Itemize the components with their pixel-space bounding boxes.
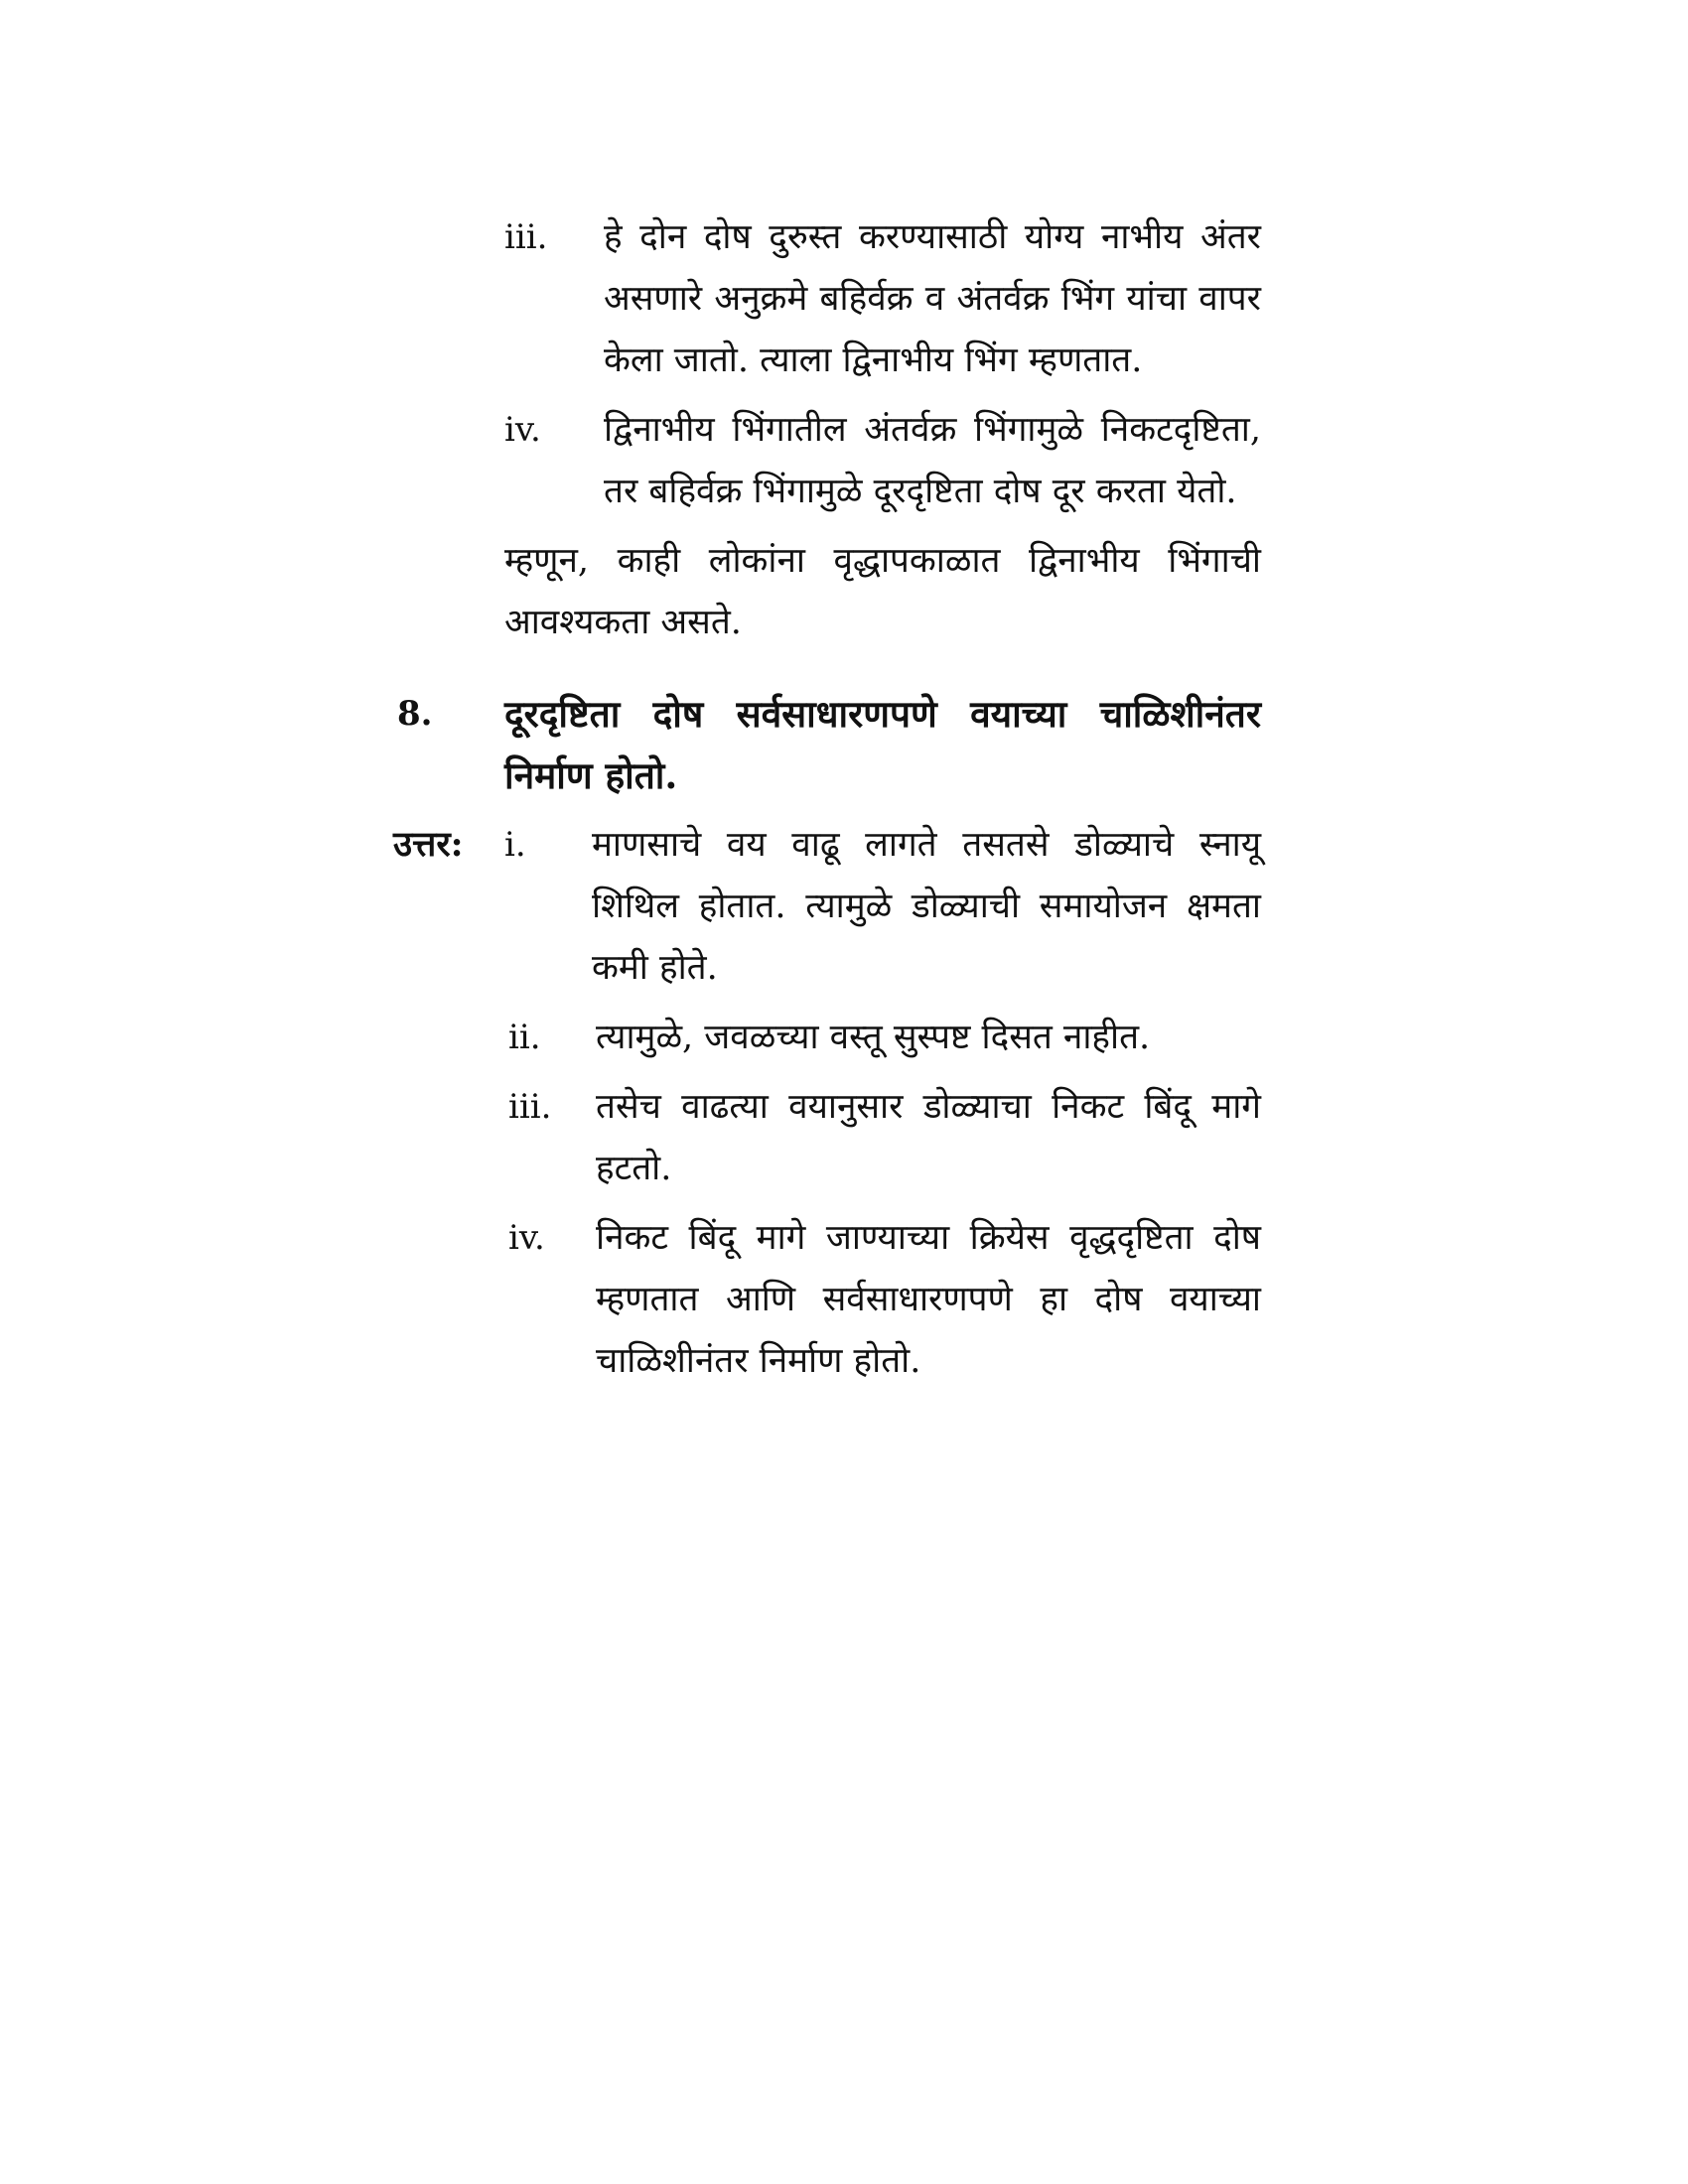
answer-item-number: ii. bbox=[508, 1018, 541, 1057]
list-item bbox=[504, 399, 1261, 522]
answer-block bbox=[393, 814, 1261, 1392]
answer-label: उत्तर: bbox=[393, 824, 464, 865]
answer-item-number: i. bbox=[504, 825, 526, 865]
question bbox=[397, 683, 1261, 806]
question-text: दूरदृष्टिता दोष सर्वसाधारणपणे वयाच्या चाळिशीनंतर निर्माण होतो. bbox=[504, 692, 1261, 797]
answer-first-row bbox=[393, 814, 1261, 999]
item-number: iii. bbox=[504, 217, 548, 257]
answer-item bbox=[508, 1076, 1261, 1199]
answer-item-text: तसेच वाढत्या वयानुसार डोळ्याचा निकट बिंदू मागे हटतो. bbox=[596, 1087, 1261, 1188]
answer-item bbox=[508, 1007, 1261, 1068]
answer-item-text: निकट बिंदू मागे जाण्याच्या क्रियेस वृद्धदृष्टिता दोष म्हणतात आणि सर्वसाधारणपणे हा दोष वयाच्या चाळिशीनंतर निर्माण होतो. bbox=[596, 1218, 1261, 1381]
answer-item-number: iii. bbox=[508, 1087, 552, 1127]
list-item bbox=[504, 206, 1261, 391]
item-number: iv. bbox=[504, 410, 541, 450]
answer-item-number: iv. bbox=[508, 1218, 545, 1258]
item-text: हे दोन दोष दुरुस्त करण्यासाठी योग्य नाभीय अंतर असणारे अनुक्रमे बहिर्वक्र व अंतर्वक्र भिंग यांचा वापर केला जातो. त्याला द्विनाभीय भिंग म्हणतात. bbox=[604, 217, 1261, 380]
text-column bbox=[393, 206, 1261, 1400]
answer-item bbox=[508, 1207, 1261, 1392]
answer-item-text: त्यामुळे, जवळच्या वस्तू सुस्पष्ट दिसत नाहीत. bbox=[596, 1018, 1151, 1057]
answer-item-text: माणसाचे वय वाढू लागते तसतसे डोळ्याचे स्नायू शिथिल होतात. त्यामुळे डोळ्याची समायोजन क्षमता कमी होते. bbox=[592, 825, 1261, 988]
item-text: द्विनाभीय भिंगातील अंतर्वक्र भिंगामुळे निकटदृष्टिता, तर बहिर्वक्र भिंगामुळे दूरदृष्टिता दोष दूर करता येतो. bbox=[604, 410, 1261, 511]
conclusion-paragraph: म्हणून, काही लोकांना वृद्धापकाळात द्विनाभीय भिंगाची आवश्यकता असते. bbox=[504, 541, 1261, 642]
question-number: 8. bbox=[397, 694, 433, 734]
